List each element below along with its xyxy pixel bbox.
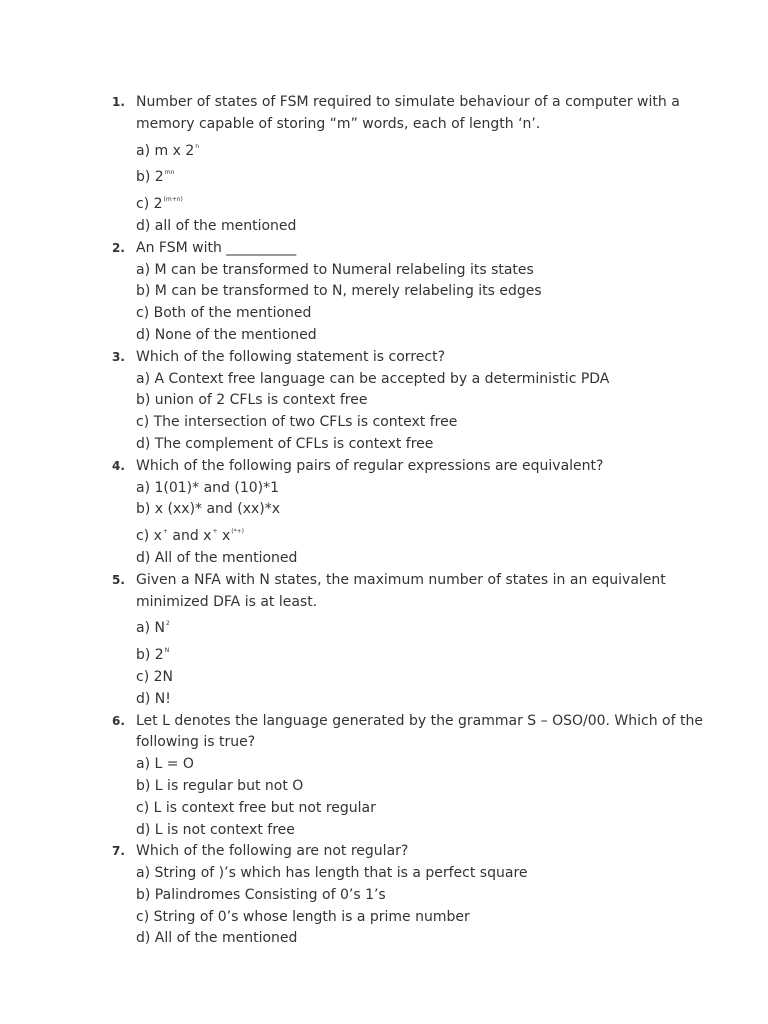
- option-superscript: 2: [165, 620, 170, 628]
- answer-option: [136, 776, 708, 798]
- option-text: x: [217, 528, 231, 545]
- answer-option: [136, 136, 708, 163]
- question-number: 3.: [112, 349, 125, 364]
- answer-option: [136, 189, 708, 216]
- question-item: [108, 456, 708, 570]
- question-item: [108, 92, 708, 238]
- answer-option: [136, 260, 708, 282]
- question-text: Given a NFA with N states, the maximum number of states in an equivalent: [136, 571, 666, 588]
- option-text: a) M can be transformed to Numeral relabeling its states: [136, 261, 534, 278]
- question-number: 4.: [112, 458, 125, 473]
- option-text: b) x (xx)* and (xx)*x: [136, 501, 281, 518]
- answer-option: [136, 907, 708, 929]
- option-text: and x: [167, 528, 212, 545]
- option-superscript: +: [212, 528, 218, 536]
- option-text: c) 2: [136, 196, 163, 213]
- answer-option: [136, 754, 708, 776]
- option-superscript: (*+): [231, 528, 244, 536]
- option-text: d) All of the mentioned: [136, 930, 298, 947]
- answer-option: [136, 613, 708, 640]
- option-text: c) The intersection of two CFLs is context free: [136, 414, 458, 431]
- question-text: minimized DFA is at least.: [136, 593, 318, 610]
- question-text: Number of states of FSM required to simulate behaviour of a computer with a: [136, 94, 680, 110]
- answer-option: [136, 820, 708, 842]
- answer-option: [136, 325, 708, 347]
- question-item: [108, 841, 708, 950]
- answer-option: [136, 521, 708, 548]
- option-superscript: mn: [164, 169, 175, 177]
- option-text: a) m x 2: [136, 142, 195, 159]
- option-text: a) String of )’s which has length that is a perfect square: [136, 865, 528, 882]
- question-list: [108, 92, 708, 950]
- answer-option: [136, 689, 708, 711]
- option-text: d) all of the mentioned: [136, 217, 297, 234]
- answer-option: [136, 303, 708, 325]
- question-text: Let L denotes the language generated by the grammar S – OSO/00. Which of the: [136, 712, 703, 729]
- answer-option: [136, 162, 708, 189]
- option-text: a) L = O: [136, 756, 194, 773]
- option-text: b) union of 2 CFLs is context free: [136, 392, 368, 409]
- answer-option: [136, 863, 708, 885]
- option-text: a) 1(01)* and (10)*1: [136, 479, 280, 496]
- question-text: Which of the following pairs of regular expressions are equivalent?: [136, 457, 604, 474]
- option-text: d) None of the mentioned: [136, 326, 317, 343]
- option-text: c) L is context free but not regular: [136, 799, 376, 816]
- question-item: [108, 238, 708, 347]
- answer-option: [136, 434, 708, 456]
- option-superscript: N: [164, 647, 170, 655]
- answer-option: [136, 478, 708, 500]
- question-number: 6.: [112, 713, 125, 728]
- option-text: b) M can be transformed to N, merely relabeling its edges: [136, 283, 542, 300]
- option-text: c) 2N: [136, 668, 173, 685]
- question-text: following is true?: [136, 734, 256, 751]
- answer-option: [136, 281, 708, 303]
- question-number: 7.: [112, 844, 125, 859]
- option-superscript: n: [195, 142, 200, 150]
- option-text: b) 2: [136, 169, 164, 186]
- question-item: [108, 570, 708, 711]
- option-text: d) L is not context free: [136, 821, 295, 838]
- answer-option: [136, 798, 708, 820]
- option-text: c) Both of the mentioned: [136, 305, 312, 322]
- question-number: 5.: [112, 572, 125, 587]
- option-text: b) L is regular but not O: [136, 777, 304, 794]
- answer-option: [136, 390, 708, 412]
- question-number: 2.: [112, 240, 125, 255]
- option-text: a) N: [136, 620, 165, 637]
- answer-option: [136, 499, 708, 521]
- option-superscript: +: [162, 528, 168, 536]
- option-text: b) Palindromes Consisting of 0’s 1’s: [136, 886, 386, 903]
- question-item: [108, 711, 708, 842]
- option-text: b) 2: [136, 647, 164, 664]
- answer-option: [136, 548, 708, 570]
- answer-option: [136, 928, 708, 950]
- question-item: [108, 347, 708, 456]
- option-text: d) N!: [136, 690, 171, 707]
- option-text: a) A Context free language can be accepted by a deterministic PDA: [136, 370, 610, 387]
- question-number: 1.: [112, 95, 125, 109]
- option-text: c) x: [136, 528, 162, 545]
- question-text: An FSM with __________: [136, 239, 297, 256]
- answer-option: [136, 369, 708, 391]
- option-text: d) The complement of CFLs is context free: [136, 435, 434, 452]
- answer-option: [136, 640, 708, 667]
- question-text: memory capable of storing “m” words, each of length ‘n’.: [136, 115, 541, 132]
- answer-option: [136, 667, 708, 689]
- answer-option: [136, 412, 708, 434]
- question-text: Which of the following are not regular?: [136, 843, 409, 860]
- answer-option: [136, 216, 708, 238]
- option-superscript: (m+n): [163, 196, 183, 204]
- option-text: c) String of 0’s whose length is a prime number: [136, 908, 470, 925]
- question-text: Which of the following statement is correct?: [136, 348, 445, 365]
- option-text: d) All of the mentioned: [136, 549, 298, 566]
- answer-option: [136, 885, 708, 907]
